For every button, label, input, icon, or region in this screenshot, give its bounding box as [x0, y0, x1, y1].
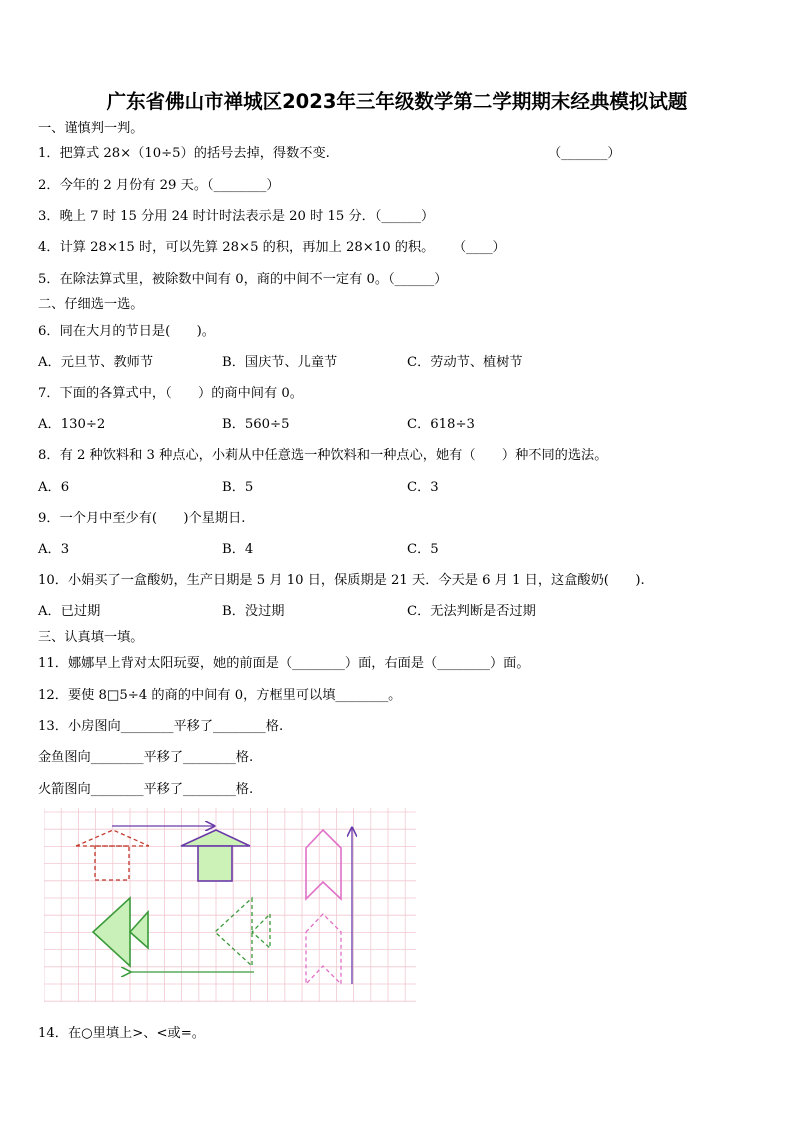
fish-translated: [93, 898, 148, 966]
question-4: 4．计算 28×15 时，可以先算 28×5 的积，再加上 28×10 的积。: [38, 240, 435, 255]
option-8b[interactable]: B．5: [222, 480, 254, 495]
option-7a[interactable]: A．130÷2: [38, 417, 106, 432]
question-13-rocket: 火箭图向________平移了________格.: [38, 782, 254, 797]
question-12: 12．要使 8□5÷4 的商的中间有 0，方框里可以填________。: [38, 688, 402, 703]
page-title: 广东省佛山市禅城区2023年三年级数学第二学期期末经典模拟试题: [106, 90, 688, 113]
option-9b[interactable]: B．4: [222, 542, 254, 557]
question-10: 10．小娟买了一盒酸奶，生产日期是 5 月 10 日，保质期是 21 天．今天是 6 月 1 日，这盒酸奶( ).: [38, 573, 645, 588]
question-13-house: 13．小房图向________平移了________格.: [38, 719, 284, 734]
option-9c[interactable]: C．5: [407, 542, 439, 557]
option-10b[interactable]: B．没过期: [222, 604, 285, 619]
question-5: 5．在除法算式里，被除数中间有 0，商的中间不一定有 0。（______）: [38, 272, 448, 287]
house-translated: [181, 830, 250, 881]
option-7c[interactable]: C．618÷3: [407, 417, 475, 432]
answer-blank-4[interactable]: （____）: [453, 240, 506, 255]
option-6a[interactable]: A．元旦节、教师节: [38, 355, 154, 370]
question-11: 11．娜娜早上背对太阳玩耍，她的前面是（________）面，右面是（________）面。: [38, 656, 530, 671]
option-10a[interactable]: A．已过期: [38, 604, 101, 619]
option-7b[interactable]: B．560÷5: [222, 417, 290, 432]
translation-grid-figure: [44, 808, 416, 1002]
option-8a[interactable]: A．6: [38, 480, 70, 495]
answer-blank-1[interactable]: （_______）: [548, 146, 621, 161]
option-10c[interactable]: C．无法判断是否过期: [407, 604, 536, 619]
option-9a[interactable]: A．3: [38, 542, 70, 557]
rocket-original-dashed: [306, 914, 341, 984]
question-7: 7．下面的各算式中，（ ）的商中间有 0。: [38, 386, 303, 401]
question-6: 6．同在大月的节日是( )。: [38, 324, 215, 339]
question-13-fish: 金鱼图向________平移了________格.: [38, 750, 254, 765]
option-6b[interactable]: B．国庆节、儿童节: [222, 355, 338, 370]
question-8: 8．有 2 种饮料和 3 种点心，小莉从中任意选一种饮料和一种点心，她有（ ）种不同的选法。: [38, 448, 608, 463]
question-9: 9．一个月中至少有( )个星期日.: [38, 511, 246, 526]
section-heading-choice: 二、仔细选一选。: [38, 297, 144, 312]
rocket-translated: [306, 830, 341, 899]
option-8c[interactable]: C．3: [407, 480, 439, 495]
question-1: 1．把算式 28×（10÷5）的括号去掉，得数不变.: [38, 146, 330, 161]
question-2: 2．今年的 2 月份有 29 天。（________）: [38, 178, 280, 193]
question-14: 14．在○里填上>、<或=。: [38, 1026, 205, 1041]
section-heading-judge: 一、谨慎判一判。: [38, 121, 144, 136]
section-heading-fill: 三、认真填一填。: [38, 630, 144, 645]
option-6c[interactable]: C．劳动节、植树节: [407, 355, 523, 370]
question-3: 3．晚上 7 时 15 分用 24 时计时法表示是 20 时 15 分．（______）: [38, 209, 435, 224]
